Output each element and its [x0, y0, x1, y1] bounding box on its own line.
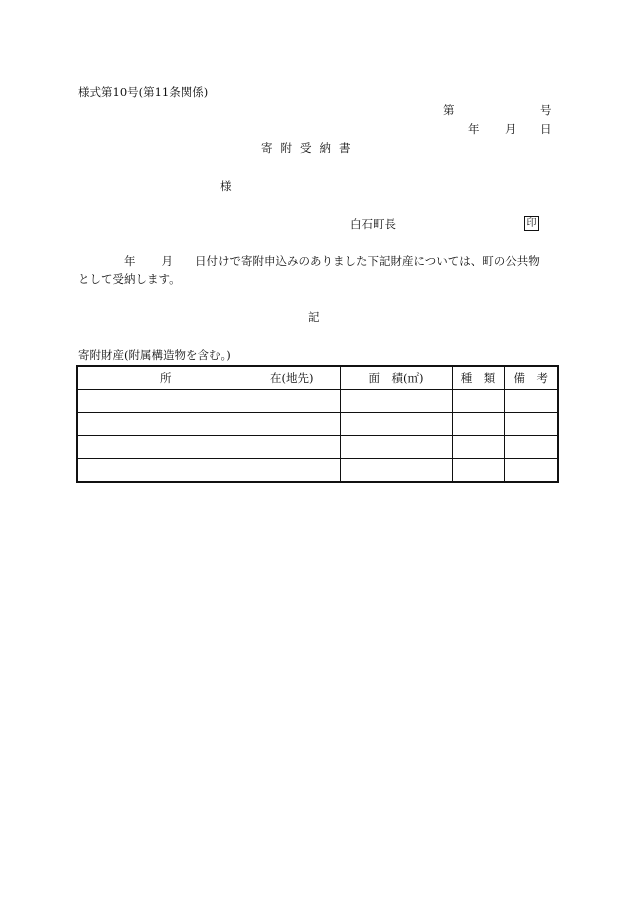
- body-text-line-2: として受納します。: [78, 272, 181, 286]
- cell-location[interactable]: [77, 436, 340, 459]
- cell-location[interactable]: [77, 459, 340, 483]
- cell-area[interactable]: [340, 413, 452, 436]
- cell-area[interactable]: [340, 390, 452, 413]
- date-day-label: 日: [540, 122, 552, 136]
- body-text-line-1: [124, 256, 540, 268]
- cell-remarks[interactable]: [504, 390, 558, 413]
- cell-remarks[interactable]: [504, 459, 558, 483]
- cell-remarks[interactable]: [504, 436, 558, 459]
- table-row: [77, 390, 558, 413]
- seal-mark: 印: [524, 216, 539, 231]
- cell-area[interactable]: [340, 436, 452, 459]
- document-number-suffix: 号: [540, 103, 552, 117]
- addressee-suffix: 様: [220, 179, 232, 193]
- table-row: [77, 413, 558, 436]
- cell-location[interactable]: [77, 413, 340, 436]
- header-area: 面 積(㎡): [340, 366, 452, 390]
- header-location-part-a: 所: [160, 371, 172, 385]
- table-header-row: [77, 366, 558, 390]
- body-year-label: 年: [124, 254, 136, 268]
- cell-type[interactable]: [452, 436, 504, 459]
- issuer-name: 白石町長: [350, 217, 396, 231]
- cell-type[interactable]: [452, 459, 504, 483]
- date-year-label: 年: [468, 122, 480, 136]
- table-row: [77, 436, 558, 459]
- cell-type[interactable]: [452, 390, 504, 413]
- body-month-label: 月: [161, 254, 173, 268]
- header-remarks: 備 考: [504, 366, 558, 390]
- donated-property-table: [76, 365, 559, 483]
- date-month-label: 月: [505, 122, 517, 136]
- document-number-label: 第: [443, 103, 455, 117]
- cell-location[interactable]: [77, 390, 340, 413]
- body-text-rest: 日付けで寄附申込みのありました下記財産については、町の公共物: [195, 254, 540, 268]
- header-type: 種 類: [452, 366, 504, 390]
- memo-heading: 記: [308, 310, 320, 324]
- cell-type[interactable]: [452, 413, 504, 436]
- cell-area[interactable]: [340, 459, 452, 483]
- table-caption: 寄附財産(附属構造物を含む。): [78, 348, 231, 362]
- header-location-part-b: 在(地先): [270, 371, 314, 385]
- table-row: [77, 459, 558, 483]
- cell-remarks[interactable]: [504, 413, 558, 436]
- header-location: [77, 366, 340, 390]
- document-title: 寄附受納書: [261, 141, 359, 155]
- form-number: 様式第10号(第11条関係): [78, 85, 209, 99]
